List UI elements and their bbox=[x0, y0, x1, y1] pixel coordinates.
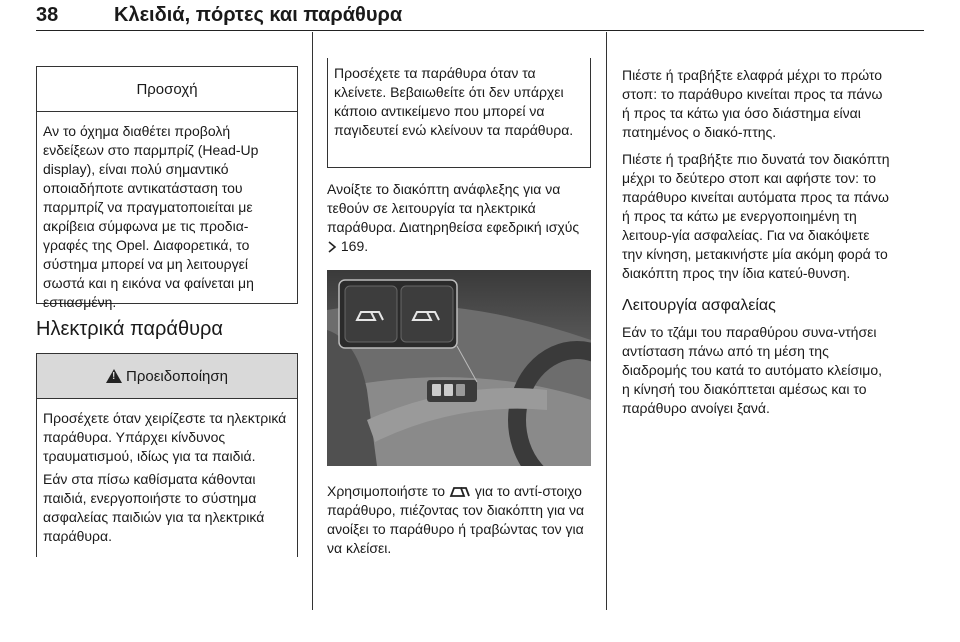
warning-text-1: Προσέχετε όταν χειρίζεστε τα ηλεκτρικά παράθυρα. Υπάρχει κίνδυνος τραυματισμού, ιδίως για τα παιδιά. bbox=[43, 410, 287, 464]
column-divider-right bbox=[606, 32, 607, 610]
switch-usage-text-after: για το αντί-στοιχο παράθυρο, πιέζοντας τον διακόπτη για να ανοίξει το παράθυρο ή τραβώντας τον για να κλείσει. bbox=[327, 483, 585, 556]
warning-text-2: Εάν στα πίσω καθίσματα κάθονται παιδιά, ενεργοποιήστε το σύστημα ασφαλείας παιδιών για τα ηλεκτρικά παράθυρα. bbox=[43, 471, 265, 544]
door-panel-illustration bbox=[327, 270, 591, 466]
column-2 bbox=[327, 58, 591, 558]
caution-text: Αν το όχημα διαθέτει προβολή ενδείξεων στο παρμπρίζ (Head-Up display), είναι πολύ σημαντικό οποιαδήποτε αντικατάσταση του παρμπρίζ να πραγματοποιείται με ακρίβεια σύμφωνα με τις προδια-γραφές της Opel. Διαφορετικά, το σύστημα μπορεί να μη λειτουργεί σωστά και η εικόνα να φαίνεται μη εστιασμένη. bbox=[43, 123, 259, 310]
window-switch-icon bbox=[449, 484, 471, 498]
page-header bbox=[36, 0, 924, 31]
caution-box bbox=[36, 66, 298, 310]
page-number: 38 bbox=[36, 4, 59, 26]
page-reference: 169. bbox=[340, 238, 369, 254]
warning-triangle-icon bbox=[106, 369, 122, 383]
column-3 bbox=[622, 66, 892, 418]
warning-title: Προειδοποίηση bbox=[126, 367, 228, 385]
safety-function-paragraph: Εάν το τζάμι του παραθύρου συνα-ντήσει αντίσταση πάνω από τη μέση της διαδρομής του κατά το αυτόματο κλείσιμο, η κίνησή του διακόπτεται αμέσως και το παράθυρο ανοίγει ξανά. bbox=[622, 324, 883, 416]
second-stop-paragraph: Πιέστε ή τραβήξτε πιο δυνατά τον διακόπτη μέχρι το δεύτερο στοπ και αφήστε τον: το παράθυρο κινείται αυτόματα προς τα πάνω ή προς τα κάτω με ενεργοποιημένη τη λειτουρ-γία ασφαλείας. Για να διακόψετε την κίνηση, μετακινήστε μία ακόμη φορά το διακόπτη προς την ίδια κατεύ-θυνση. bbox=[622, 151, 890, 281]
caution-title: Προσοχή bbox=[37, 67, 297, 112]
safety-function-heading: Λειτουργία ασφαλείας bbox=[622, 297, 776, 314]
warning-header bbox=[37, 354, 297, 399]
column-divider-left bbox=[312, 32, 313, 610]
page-reference-arrow-icon bbox=[327, 241, 337, 253]
warning-box bbox=[36, 353, 298, 557]
chapter-title: Κλειδιά, πόρτες και παράθυρα bbox=[114, 4, 403, 26]
switch-usage-text-before: Χρησιμοποιήστε το bbox=[327, 483, 446, 499]
ignition-paragraph bbox=[327, 180, 591, 256]
ignition-text: Ανοίξτε το διακόπτη ανάφλεξης για να τεθούν σε λειτουργία τα ηλεκτρικά παράθυρα. Διατηρηθείσα εφεδρική ισχύς bbox=[327, 181, 580, 235]
switch-usage-paragraph bbox=[327, 482, 591, 558]
notice-box bbox=[327, 58, 591, 168]
section-title: Ηλεκτρικά παράθυρα bbox=[36, 318, 223, 340]
notice-text: Προσέχετε τα παράθυρα όταν τα κλείνετε. Βεβαιωθείτε ότι δεν υπάρχει κάποιο αντικείμενο που μπορεί να παγιδευτεί ενώ κλείνουν τα παράθυρα. bbox=[334, 65, 574, 138]
column-1 bbox=[36, 66, 298, 557]
first-stop-paragraph: Πιέστε ή τραβήξτε ελαφρά μέχρι το πρώτο στοπ: το παράθυρο κινείται προς τα πάνω ή προς τα κάτω για όσο διάστημα είναι πατημένος ο διακό-πτης. bbox=[622, 67, 883, 140]
window-switch-photo bbox=[327, 270, 591, 466]
